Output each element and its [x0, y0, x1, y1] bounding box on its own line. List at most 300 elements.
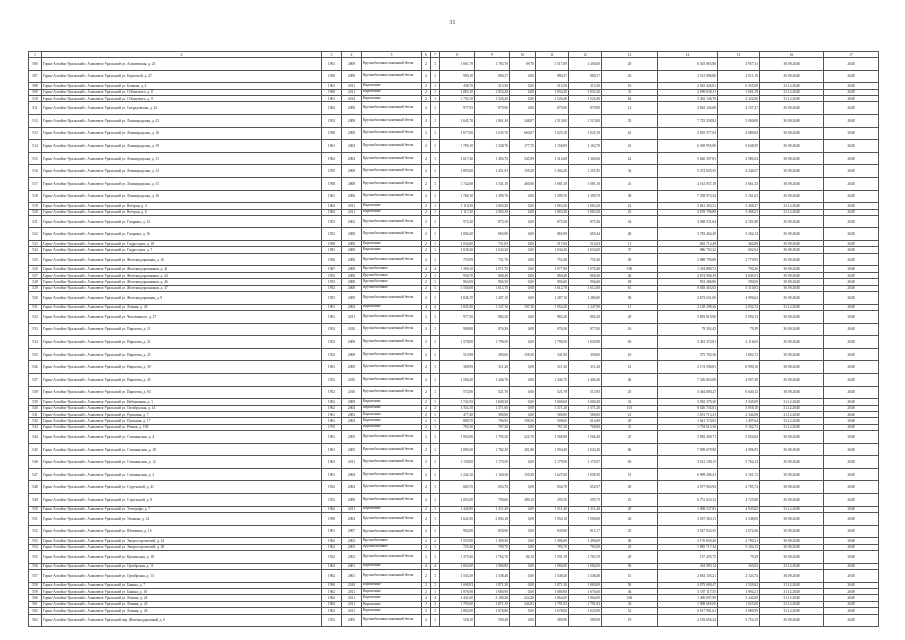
table-cell: 1 578,00: [440, 336, 475, 349]
table-cell: 0,00: [510, 253, 536, 266]
table-cell: Крупноблочные: [362, 544, 422, 550]
table-cell: 163,03: [718, 563, 760, 569]
table-cell: 1 517,00: [536, 58, 569, 71]
table-cell: Горно-Алтайск-Уральский г. Алапаевск-Уральский ул. Набережная, д. 1: [42, 399, 322, 405]
table-cell: Крупноблочные каменный бетон: [362, 70, 422, 83]
table-cell: 769,70: [475, 544, 510, 550]
table-cell: 1 008 537,83: [658, 506, 718, 512]
table-cell: 4 996,62: [718, 292, 760, 305]
table-cell: 752,40: [569, 253, 602, 266]
table-cell: 1962: [322, 570, 342, 583]
table-cell: 904,60: [569, 279, 602, 285]
table-cell: 348,07: [510, 114, 536, 127]
table-cell: 30.09.2048: [760, 323, 824, 336]
table-cell: 11: [602, 241, 658, 247]
table-cell: 0,00: [510, 563, 536, 569]
table-cell: 1: [431, 70, 440, 83]
table-cell: 1962: [322, 399, 342, 405]
table-cell: 652,97: [569, 481, 602, 494]
table-cell: Кирпичные: [362, 304, 422, 310]
table-cell: 1 635,70: [475, 127, 510, 140]
table-cell: 159,20: [510, 165, 536, 178]
table-cell: 549: [29, 494, 42, 507]
table-cell: 1 160,30: [475, 468, 510, 481]
table-cell: 2048: [824, 481, 879, 494]
table-cell: 2011: [342, 203, 362, 209]
table-row: [29, 494, 879, 507]
table-cell: 0,00: [510, 228, 536, 241]
table-cell: 4 080,04: [718, 127, 760, 140]
table-cell: 1 674,56: [718, 525, 760, 538]
table-cell: 1953: [322, 285, 342, 291]
table-cell: 311,20: [475, 361, 510, 374]
table-cell: 556: [29, 563, 42, 569]
table-cell: 1: [431, 424, 440, 430]
table-cell: Крупноблочные каменный бетон: [362, 165, 422, 178]
table-cell: 1 338,70: [475, 140, 510, 153]
table-cell: 0,00: [510, 190, 536, 203]
table-cell: Горно-Алтайск-Уральский г. Алапаевск-Уральский ул. Бакина, д. 7: [42, 582, 322, 588]
table-cell: 1952: [322, 614, 342, 627]
table-cell: 4: [431, 266, 440, 272]
table-cell: 1962: [322, 102, 342, 115]
table-cell: 2048: [824, 544, 879, 550]
table-cell: 541: [29, 411, 42, 417]
table-cell: Кирпичные: [362, 241, 422, 247]
table-row: [29, 292, 879, 305]
column-number: 4: [342, 52, 362, 58]
table-cell: 3 362,14: [718, 228, 760, 241]
table-cell: 2008: [342, 266, 362, 272]
column-number: 17: [824, 52, 879, 58]
table-cell: 542: [29, 418, 42, 424]
table-cell: 1961: [322, 468, 342, 481]
table-cell: 535: [29, 348, 42, 361]
table-cell: 2: [422, 114, 431, 127]
table-cell: 977,50: [440, 311, 475, 324]
table-cell: Крупноблочные каменный бетон: [362, 114, 422, 127]
table-cell: Крупноблочные каменный бетон: [362, 177, 422, 190]
table-cell: 2048: [824, 456, 879, 469]
table-cell: 311,20: [536, 361, 569, 374]
table-cell: 2008: [342, 165, 362, 178]
table-row: [29, 336, 879, 349]
table-cell: 16: [602, 83, 658, 89]
table-cell: 30.09.2048: [760, 165, 824, 178]
table-cell: 1 179,57: [569, 456, 602, 469]
table-cell: 1952: [322, 348, 342, 361]
table-cell: 1961: [322, 443, 342, 456]
table-cell: 1: [431, 89, 440, 95]
table-cell: Горно-Алтайск-Уральский г. Алапаевск-Уральский ул. Чиловичного, д. 27: [42, 311, 322, 324]
table-cell: Горно-Алтайск-Уральский г. Алапаевск-Уральский ул. Октябрьская, д. 14: [42, 405, 322, 411]
table-cell: 550: [29, 506, 42, 512]
table-cell: 1 634,20: [475, 247, 510, 253]
table-cell: 0,00: [510, 102, 536, 115]
table-cell: 551: [29, 513, 42, 526]
table-cell: 79,39: [718, 323, 760, 336]
table-cell: 2 004,10: [475, 513, 510, 526]
table-cell: 1 354,10: [440, 405, 475, 411]
table-cell: 1 883,00: [440, 608, 475, 614]
table-cell: Горно-Алтайск-Уральский г. Алапаевск-Уральский ул. Ортабрская, д. 11: [42, 563, 322, 569]
table-cell: 31.12.2048: [760, 589, 824, 595]
table-cell: 4 079 080,47: [658, 582, 718, 588]
table-cell: 875,30: [569, 215, 602, 228]
table-cell: Горно-Алтайск-Уральский г. Алапаевск-Уральский ул. Степнинская, д. 12: [42, 456, 322, 469]
table-cell: 507: [29, 70, 42, 83]
table-cell: Горно-Алтайск-Уральский г. Алапаевск-Уральский ул. Ленинградская, д. 15: [42, 177, 322, 190]
table-cell: 2048: [824, 215, 879, 228]
table-cell: 660,67: [510, 127, 536, 140]
table-cell: 1 591,10: [536, 551, 569, 564]
table-cell: 3 176 650,46: [658, 538, 718, 544]
table-cell: 2: [422, 361, 431, 374]
table-cell: 1: [431, 582, 440, 588]
table-cell: 50: [602, 582, 658, 588]
table-cell: Горно-Алтайск-Уральский г. Алапаевск-Уральский ул. Ленина, д. 26: [42, 608, 322, 614]
table-cell: Крупноблочные каменный бетон: [362, 525, 422, 538]
table-cell: 1 158,00: [536, 140, 569, 153]
table-cell: 2048: [824, 285, 879, 291]
table-cell: 590,40: [475, 614, 510, 627]
table-row: [29, 373, 879, 386]
table-cell: 30: [602, 563, 658, 569]
table-cell: 2: [422, 424, 431, 430]
table-cell: 2048: [824, 190, 879, 203]
table-cell: 1 790,50: [475, 336, 510, 349]
table-cell: 1 118,50: [440, 203, 475, 209]
column-number: 2: [42, 52, 322, 58]
table-row: [29, 361, 879, 374]
table-cell: 0,00: [510, 83, 536, 89]
table-cell: Горно-Алтайск-Уральский г. Алапаевск-Уральский ул. Степнинская, д. 18: [42, 443, 322, 456]
table-cell: 150,30: [510, 468, 536, 481]
table-cell: 4 068 531,64: [658, 215, 718, 228]
column-number: 8: [440, 52, 475, 58]
table-cell: 2: [422, 506, 431, 512]
table-cell: 1 612,70: [536, 285, 569, 291]
table-cell: Горно-Алтайск-Уральский г. Алапаевск-Уральский ул. Гидрострои, д. 18: [42, 241, 322, 247]
table-cell: 36: [602, 589, 658, 595]
table-cell: 1 526,40: [475, 95, 510, 101]
table-cell: 4 063 104,68: [658, 102, 718, 115]
table-cell: 3: [422, 608, 431, 614]
table-cell: 1 513,00: [536, 114, 569, 127]
table-cell: Горно-Алтайск-Уральский г. Алапаевск-Уральский ул. Пирогова, д. 65: [42, 386, 322, 399]
table-cell: 1: [431, 102, 440, 115]
table-cell: 1 864,00: [569, 595, 602, 601]
table-cell: 3: [431, 601, 440, 607]
table-cell: 1 625,00: [718, 601, 760, 607]
table-cell: 2 779,95: [718, 253, 760, 266]
table-cell: 2048: [824, 279, 879, 285]
page-number: 31: [449, 20, 456, 26]
table-cell: 4 161 057,19: [658, 177, 718, 190]
table-cell: Горно-Алтайск-Уральский г. Алапаевск-Уральский ул. Ленинградская, д. 23: [42, 114, 322, 127]
table-cell: 22: [602, 152, 658, 165]
table-cell: 311,20: [569, 361, 602, 374]
table-cell: 31.12.2048: [760, 209, 824, 215]
table-cell: 876,50: [536, 323, 569, 336]
table-cell: Горно-Алтайск-Уральский г. Алапаевск-Уральский ул. Пирогова, д. 21: [42, 336, 322, 349]
table-cell: 2048: [824, 203, 879, 209]
table-cell: 1 643,00: [569, 608, 602, 614]
table-cell: 1: [431, 336, 440, 349]
table-cell: 768,80: [569, 424, 602, 430]
table-cell: Горно-Алтайск-Уральский г. Алапаевск-Уральский ул. Энергостроителей, д. 22: [42, 538, 322, 544]
table-cell: 2008: [342, 177, 362, 190]
table-cell: 0,00: [510, 424, 536, 430]
table-cell: 100: [602, 266, 658, 272]
table-row: [29, 323, 879, 336]
table-cell: 43: [602, 70, 658, 83]
table-cell: 1 861,10: [475, 114, 510, 127]
table-cell: 1: [431, 348, 440, 361]
table-cell: 580,00: [536, 411, 569, 417]
table-cell: 1 768,10: [440, 190, 475, 203]
table-cell: 31.12.2048: [760, 506, 824, 512]
table-cell: 602,04: [718, 247, 760, 253]
table-cell: 1 058,30: [569, 468, 602, 481]
table-cell: 2048: [824, 95, 879, 101]
table-cell: 30.09.2048: [760, 228, 824, 241]
table-cell: 559: [29, 589, 42, 595]
table-cell: 7 358 973,34: [658, 190, 718, 203]
table-cell: 2006: [342, 190, 362, 203]
table-cell: 30.09.2048: [760, 443, 824, 456]
table-cell: 2048: [824, 399, 879, 405]
table-cell: Горно-Алтайск-Уральский г. Алапаевск-Уральский ул. Пирогова, д. 11: [42, 323, 322, 336]
table-cell: 4 957,31: [718, 58, 760, 71]
table-cell: Крупноблочные каменный бетон: [362, 443, 422, 456]
table-cell: 225,70: [510, 431, 536, 444]
table-cell: 2 344,08: [718, 411, 760, 417]
table-cell: 341,90: [536, 348, 569, 361]
table-cell: 515: [29, 152, 42, 165]
table-cell: 543: [29, 424, 42, 430]
table-cell: 30.09.2048: [760, 538, 824, 544]
table-cell: 1955: [322, 165, 342, 178]
table-cell: 2: [422, 228, 431, 241]
table-cell: 31: [602, 89, 658, 95]
table-cell: 1 456,00: [569, 58, 602, 71]
table-cell: 1 794 613,30: [658, 424, 718, 430]
table-cell: Крупноблочные каменный бетон: [362, 292, 422, 305]
table-cell: 1970: [322, 424, 342, 430]
table-cell: 11: [602, 304, 658, 310]
table-cell: 52: [602, 608, 658, 614]
table-cell: 2: [422, 177, 431, 190]
table-cell: 30.09.2048: [760, 614, 824, 627]
table-cell: 1: [431, 272, 440, 278]
table-cell: 1958: [322, 241, 342, 247]
table-cell: 977,93: [440, 102, 475, 115]
table-cell: 752,40: [536, 253, 569, 266]
table-cell: 438,70: [440, 83, 475, 89]
table-cell: 2: [422, 272, 431, 278]
table-cell: 1 063,30: [536, 209, 569, 215]
table-cell: 3 401 374,81: [658, 336, 718, 349]
table-cell: 1: [431, 292, 440, 305]
table-cell: 2048: [824, 241, 879, 247]
table-cell: 1 251,95: [569, 165, 602, 178]
table-cell: 375 765,36: [658, 348, 718, 361]
table-cell: Крупноблочные каменный бетон: [362, 311, 422, 324]
table-cell: 508,00: [536, 418, 569, 424]
table-cell: 0,00: [510, 336, 536, 349]
table-cell: 1962: [322, 405, 342, 411]
table-cell: 1 548,40: [536, 570, 569, 583]
table-cell: 1 360,60: [569, 152, 602, 165]
table-cell: 1 054,20: [569, 89, 602, 95]
table-cell: 1 063,20: [569, 203, 602, 209]
table-cell: 0,00: [510, 241, 536, 247]
table-cell: 1: [431, 95, 440, 101]
table-cell: 1 954,10: [536, 513, 569, 526]
table-cell: 1962: [322, 589, 342, 595]
table-cell: 2 025 445,81: [658, 83, 718, 89]
table-cell: 1 070,40: [569, 266, 602, 272]
table-cell: 654,70: [536, 481, 569, 494]
table-cell: 2 143,74: [718, 570, 760, 583]
table-cell: Крупноблочные каменный бетон: [362, 494, 422, 507]
table-cell: 1: [431, 456, 440, 469]
table-cell: 31.12.2048: [760, 424, 824, 430]
table-cell: 830,90: [475, 525, 510, 538]
table-cell: 1 287,10: [536, 292, 569, 305]
table-cell: 12: [602, 102, 658, 115]
table-cell: 2048: [824, 373, 879, 386]
table-cell: 1962: [322, 563, 342, 569]
table-cell: 2008: [342, 285, 362, 291]
table-cell: 0,00: [510, 399, 536, 405]
table-cell: 528,10: [440, 614, 475, 627]
table-cell: 2 174 590,81: [658, 361, 718, 374]
table-cell: 1 634,00: [569, 247, 602, 253]
table-row: [29, 140, 879, 153]
table-cell: 1 908 665,00: [658, 601, 718, 607]
table-cell: 1: [431, 83, 440, 89]
table-cell: Горно-Алтайск-Уральский г. Алапаевск-Уральский ул. Свердловская, д. 32: [42, 102, 322, 115]
table-cell: Кирпичные: [362, 563, 422, 569]
table-cell: 1 032,60: [440, 241, 475, 247]
table-cell: 3 161,72: [718, 468, 760, 481]
table-cell: 4: [431, 304, 440, 310]
table-cell: 2 835 377,04: [658, 127, 718, 140]
table-cell: 518: [29, 190, 42, 203]
table-cell: 2: [422, 285, 431, 291]
table-cell: 0,00: [510, 506, 536, 512]
table-row: [29, 165, 879, 178]
table-cell: 1: [431, 443, 440, 456]
table-cell: 1: [431, 177, 440, 190]
table-row: [29, 551, 879, 564]
table-cell: 2048: [824, 304, 879, 310]
table-cell: 880,37: [475, 70, 510, 83]
table-cell: Крупноблочные каменный бетон: [362, 570, 422, 583]
table-cell: 79 392,45: [658, 323, 718, 336]
table-cell: 531: [29, 304, 42, 310]
table-cell: Кирпичные: [362, 589, 422, 595]
table-cell: 1 954,90: [440, 431, 475, 444]
table-cell: 1 663,60: [440, 563, 475, 569]
table-cell: 1 680,90: [475, 589, 510, 595]
table-cell: 765,30: [440, 424, 475, 430]
table-cell: 464,88: [718, 241, 760, 247]
table-cell: 2004: [342, 140, 362, 153]
table-cell: 868,40: [569, 272, 602, 278]
table-cell: 1 795,20: [475, 431, 510, 444]
table-cell: 1 791,92: [536, 601, 569, 607]
table-cell: 1 698,83: [440, 582, 475, 588]
table-cell: 0,00: [510, 608, 536, 614]
table-cell: 1 158,00: [440, 456, 475, 469]
table-cell: 1 038,40: [440, 247, 475, 253]
table-cell: 1 871,30: [475, 582, 510, 588]
table-cell: 1962: [322, 152, 342, 165]
column-number: 13: [602, 52, 658, 58]
table-cell: 6 569 955,90: [658, 140, 718, 153]
table-cell: 4 096,95: [718, 443, 760, 456]
table-cell: 41: [602, 140, 658, 153]
table-cell: 2 183 656,24: [658, 614, 718, 627]
table-cell: 512: [29, 114, 42, 127]
table-cell: 1 399,70: [569, 190, 602, 203]
table-cell: 3 464 000,27: [658, 386, 718, 399]
table-cell: 0,00: [510, 405, 536, 411]
table-cell: 1958: [322, 177, 342, 190]
table-cell: 0,00: [510, 95, 536, 101]
table-cell: Горно-Алтайск-Уральский г. Алапаевск-Уральский ул. Стругнской, д. 41: [42, 481, 322, 494]
table-cell: 1 634,20: [536, 247, 569, 253]
table-cell: 1 641,00: [440, 513, 475, 526]
table-cell: 295,75: [569, 494, 602, 507]
table-cell: 2: [422, 247, 431, 253]
table-cell: 1: [431, 431, 440, 444]
table-cell: 2 148 298,26: [658, 304, 718, 310]
table-row: [29, 58, 879, 71]
table-cell: 2009: [342, 348, 362, 361]
table-cell: 2001: [342, 570, 362, 583]
table-cell: 2008: [342, 114, 362, 127]
table-cell: 2: [422, 323, 431, 336]
table-cell: 2: [422, 513, 431, 526]
table-cell: 1: [431, 209, 440, 215]
table-cell: Горно-Алтайск-Уральский г. Алапаевск-Уральский ул. Ленинградская, д. 16: [42, 190, 322, 203]
table-cell: 2010: [342, 373, 362, 386]
table-cell: 1 496,00: [536, 538, 569, 544]
table-cell: 31.12.2048: [760, 601, 824, 607]
table-cell: 2048: [824, 83, 879, 89]
table-cell: Горно-Алтайск-Уральский г. Алапаевск-Уральский ул. Речная, д. 108: [42, 424, 322, 430]
table-cell: 2: [422, 589, 431, 595]
table-cell: 1962: [322, 608, 342, 614]
table-cell: Крупноблочные каменный бетон: [362, 348, 422, 361]
table-cell: 36: [602, 538, 658, 544]
table-cell: Крупноблочные каменный бетон: [362, 361, 422, 374]
table-cell: 580,90: [569, 614, 602, 627]
table-cell: 1 742,50: [440, 399, 475, 405]
table-cell: 2005: [342, 443, 362, 456]
table-cell: 5 764,13: [718, 456, 760, 469]
table-cell: Крупноблочные каменный бетон: [362, 481, 422, 494]
table-cell: 4 907,49: [718, 373, 760, 386]
table-cell: 2008: [342, 279, 362, 285]
table-row: [29, 215, 879, 228]
table-row: [29, 431, 879, 444]
table-cell: 30.09.2048: [760, 570, 824, 583]
